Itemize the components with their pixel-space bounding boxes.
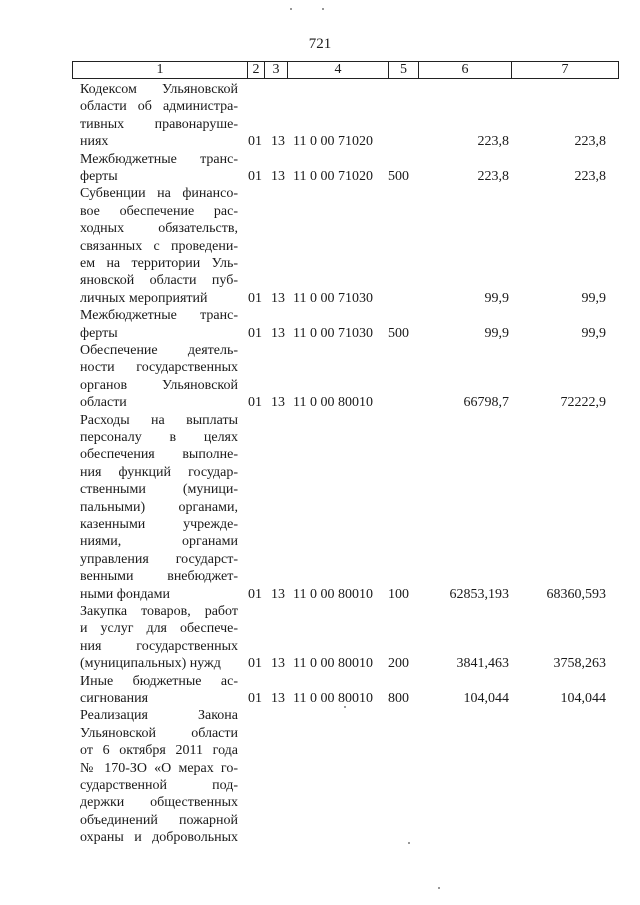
row-description-line: ности государственных [80,360,238,376]
row-cell-c2: 01 [248,290,262,306]
row-description-line: казенными учрежде- [80,517,238,532]
table-header [72,61,619,79]
header-col-6: 6 [419,62,512,78]
header-col-4: 4 [288,62,389,78]
row-cell-c2: 01 [248,169,262,184]
row-cell-c7: 68360,593 [546,586,606,602]
row-cell-c3: 13 [271,656,285,672]
row-description-line: охраны и добровольных [80,830,238,846]
page-number: 721 [308,36,332,52]
row-description-line: ния функций государ- [80,464,238,480]
row-description-line: яновской области пуб- [80,273,238,289]
row-cell-c6: 223,8 [477,169,509,184]
row-cell-c5: 500 [388,325,409,341]
row-cell-c6: 66798,7 [463,395,509,411]
row-description-line: области об администра- [80,99,238,115]
scan-speck [438,887,440,889]
row-cell-c3: 13 [271,691,285,706]
header-col-7: 7 [561,62,569,77]
row-cell-c5: 200 [388,656,409,672]
row-description-line: Закупка товаров, работ [80,604,238,619]
scan-speck [322,8,324,10]
row-description-line: ферты [80,169,118,184]
row-description-line: органов Ульяновской [80,377,238,393]
row-description-line: Субвенции на финансо- [80,186,238,202]
header-col-1: 1 [73,62,248,78]
row-description-line: Реализация Закона [80,708,238,724]
row-description-line: ниях [80,134,109,150]
row-description-line: Обеспечение деятель- [80,343,238,358]
row-description-line: сигнования [80,691,149,706]
row-description-line: держки общественных [80,795,238,811]
row-description-line: вое обеспечение рас- [80,203,238,219]
header-col-2: 2 [248,62,265,78]
row-description-line: личных мероприятий [80,290,208,306]
row-cell-c5: 500 [388,169,409,184]
scan-speck [344,706,346,708]
row-cell-c3: 13 [271,134,285,150]
row-description-line: пальными) органами, [80,499,238,515]
row-cell-c2: 01 [248,325,262,341]
row-cell-c4: 11 0 00 80010 [293,691,373,706]
row-cell-c6: 99,9 [484,290,509,306]
row-description-line: венными внебюджет- [80,569,238,585]
row-cell-c4: 11 0 00 80010 [293,656,373,672]
row-cell-c3: 13 [271,290,285,306]
row-description-line: (муниципальных) нужд [80,656,221,672]
row-description-line: ферты [80,325,118,341]
scan-speck [290,8,292,10]
row-cell-c7: 104,044 [560,691,606,706]
row-cell-c3: 13 [271,395,285,411]
row-cell-c7: 72222,9 [560,395,606,411]
row-cell-c4: 11 0 00 80010 [293,586,373,602]
row-description-line: Иные бюджетные ас- [80,673,238,689]
row-cell-c2: 01 [248,586,262,602]
row-description-line: Кодексом Ульяновской [80,82,238,97]
row-description-line: сударственной под- [80,778,238,793]
row-cell-c7: 223,8 [574,134,606,150]
row-cell-c6: 223,8 [477,134,509,150]
row-description-line: № 170-ЗО «О мерах го- [80,760,238,776]
row-description-line: ходных обязательств, [80,221,238,237]
row-cell-c4: 11 0 00 71030 [293,325,373,341]
row-description-line: персоналу в целях [80,430,238,445]
row-description-line: ными фондами [80,586,171,602]
row-description-line: ния государственных [80,638,238,654]
row-cell-c3: 13 [271,325,285,341]
row-cell-c4: 11 0 00 71020 [293,134,373,150]
row-cell-c6: 3841,463 [456,656,509,672]
row-description-line: ем на территории Уль- [80,256,238,271]
row-description-line: связанных с проведени- [80,238,238,254]
scan-speck [408,842,410,844]
header-col-3: 3 [265,62,288,78]
header-col-5: 5 [389,62,419,78]
row-cell-c3: 13 [271,169,285,184]
row-description-line: Межбюджетные транс- [80,151,238,167]
row-cell-c2: 01 [248,134,262,150]
row-cell-c7: 99,9 [581,325,606,341]
row-cell-c4: 11 0 00 71030 [293,290,373,306]
row-cell-c4: 11 0 00 71020 [293,169,373,184]
row-description-line: Межбюджетные транс- [80,308,238,324]
row-cell-c2: 01 [248,395,262,411]
row-description-line: обеспечения выполне- [80,447,238,463]
row-description-line: ственными (муници- [80,482,238,498]
row-cell-c6: 99,9 [484,325,509,341]
row-cell-c2: 01 [248,691,262,706]
row-cell-c4: 11 0 00 80010 [293,395,373,411]
row-description-line: тивных правонаруше- [80,116,238,132]
row-description-line: Ульяновской области [80,725,238,741]
row-description-line: от 6 октября 2011 года [80,743,238,759]
row-cell-c2: 01 [248,656,262,672]
row-description-line: объединений пожарной [80,812,238,828]
row-description-line: и услуг для обеспече- [80,621,238,637]
row-description-line: области [80,395,127,411]
row-cell-c5: 800 [388,691,409,706]
row-description-line: управления государст- [80,551,238,567]
row-description-line: Расходы на выплаты [80,412,238,428]
row-cell-c7: 223,8 [574,169,606,184]
row-description-line: ниями, органами [80,534,238,550]
row-cell-c6: 104,044 [463,691,509,706]
row-cell-c3: 13 [271,586,285,602]
row-cell-c7: 99,9 [581,290,606,306]
row-cell-c5: 100 [388,586,409,602]
row-cell-c6: 62853,193 [449,586,509,602]
row-cell-c7: 3758,263 [553,656,606,672]
